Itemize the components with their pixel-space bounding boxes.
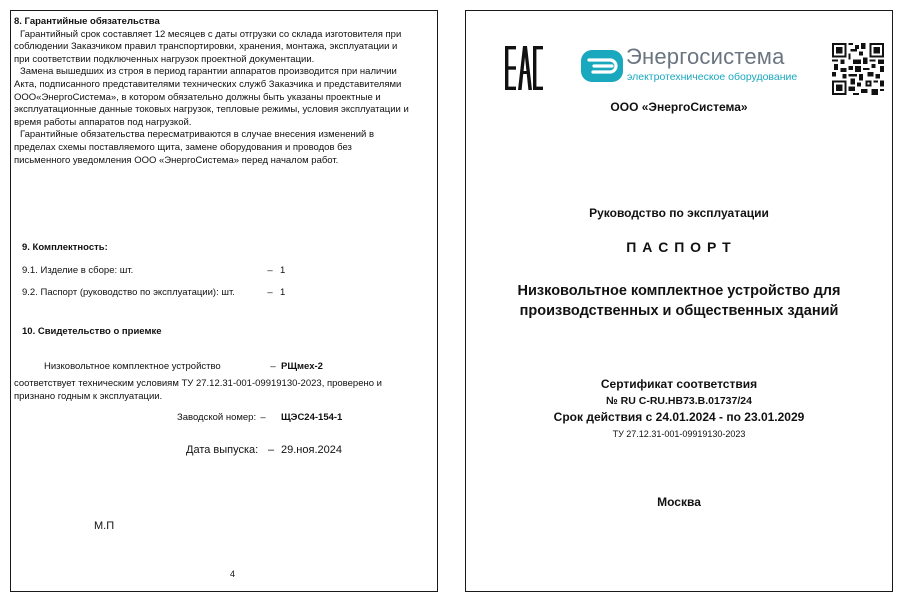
completeness-item-label: 9.1. Изделие в сборе: шт.	[22, 265, 134, 276]
release-date-value: 29.ноя.2024	[281, 444, 342, 456]
certificate-number: № RU C-RU.HB73.B.01737/24	[606, 395, 752, 407]
qr-code-icon	[832, 43, 884, 95]
brand-tagline: электротехническое оборудование	[627, 71, 798, 83]
completeness-item-label: 9.2. Паспорт (руководство по эксплуатации): шт.	[22, 287, 235, 298]
product-title-line-2: производственных и общественных зданий	[519, 303, 839, 319]
device-label: Низковольтное комплектное устройство	[44, 361, 221, 372]
right-page	[465, 10, 893, 592]
completeness-item-value: 1	[280, 287, 286, 298]
eac-mark-icon	[504, 45, 544, 91]
brand-name: Энергосистема	[626, 44, 785, 69]
certificate-title: Сертификат соответствия	[600, 377, 758, 391]
warranty-paragraph-1: Гарантийный срок составляет 12 месяцев с даты отгрузки со склада изготовителя при соблюдении Заказчиком правил транспортировки, хранения, монтажа, эксплуатации и при соответствии подключенных нагрузок проектной документации.	[14, 28, 402, 65]
warranty-paragraph-2: Замена вышедших из строя в период гарантии аппаратов производится при наличии Акта, подписанного представителями технических служб Заказчика и представителями ООО«ЭнергоСистема», в котором обязательно должны быть указаны проектные и эксплуатационные данные токовых нагрузок, тепловые режимы, условия эксплуатации и время работы аппаратов под нагрузкой.	[14, 66, 409, 128]
warranty-section	[14, 16, 436, 167]
completeness-item-value: 1	[280, 265, 286, 276]
device-model: РЩмех-2	[281, 361, 323, 372]
city-label: Москва	[657, 495, 701, 509]
manual-label: Руководство по эксплуатации	[589, 206, 769, 220]
acceptance-title: 10. Свидетельство о приемке	[22, 326, 162, 337]
completeness-item-dash: –	[267, 287, 273, 298]
company-name: ООО «ЭнергоСистема»	[610, 100, 748, 114]
warranty-title: 8. Гарантийные обязательства	[14, 16, 160, 27]
product-title-line-1: Низковольтное комплектное устройство для	[517, 283, 841, 299]
completeness-item-dash: –	[267, 265, 273, 276]
conformity-text: соответствует техническим условиям ТУ 27.12.31-001-09919130-2023, проверено и признано годным к эксплуатации.	[14, 378, 382, 402]
release-date-dash: –	[267, 444, 275, 456]
release-date-label: Дата выпуска:	[186, 444, 259, 456]
completeness-title: 9. Комплектность:	[22, 242, 108, 253]
stamp-label: М.П	[94, 520, 115, 532]
certificate-tu: ТУ 27.12.31-001-09919130-2023	[612, 429, 746, 439]
left-page	[10, 10, 438, 592]
page-number: 4	[230, 569, 236, 579]
serial-label: Заводской номер:	[177, 412, 257, 423]
certificate-validity: Срок действия с 24.01.2024 - по 23.01.2029	[553, 410, 805, 424]
energosistema-logo-icon	[580, 49, 624, 83]
warranty-paragraph-3: Гарантийные обязательства пересматриваются в случае внесения изменений в пределах схемы поставляемого щита, замене оборудования и проводов без письменного уведомления ООО «ЭнергоСистема» перед началом работ.	[14, 129, 375, 166]
device-dash: –	[270, 361, 276, 372]
passport-title: П А С П О Р Т	[626, 239, 732, 255]
serial-number: ЩЭС24-154-1	[281, 412, 343, 423]
serial-dash: –	[260, 412, 266, 423]
